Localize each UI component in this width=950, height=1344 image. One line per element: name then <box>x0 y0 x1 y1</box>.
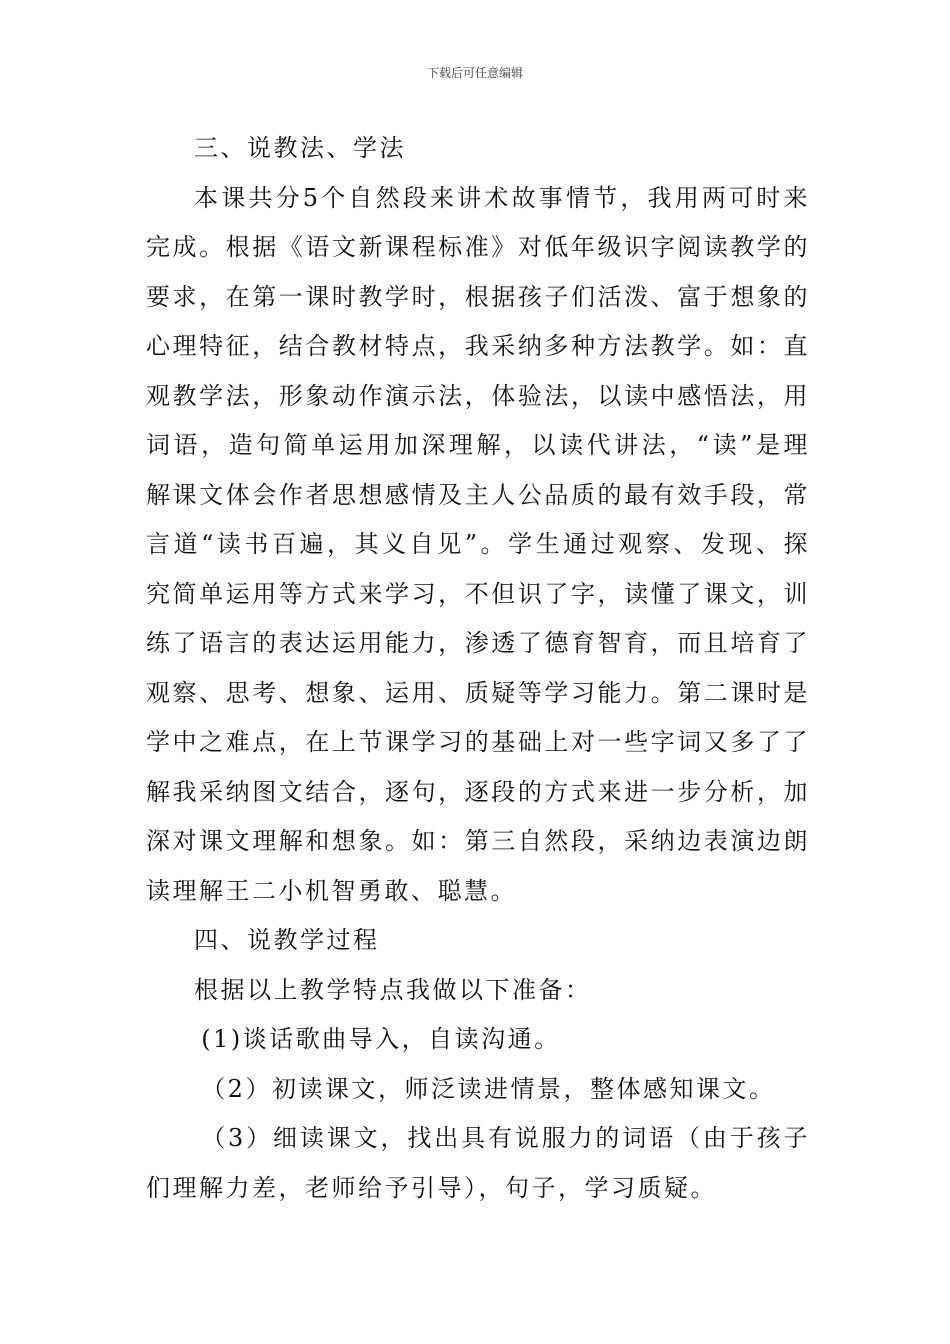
list-item: （2）初读课文，师泛读进情景，整体感知课文。 <box>201 1074 776 1103</box>
section-heading-teaching-methods: 三、说教法、学法 <box>194 134 406 162</box>
section-heading-teaching-process: 四、说教学过程 <box>194 926 380 954</box>
teaching-methods-paragraph: 本课共分5个自然段来讲术故事情节，我用两可时来完成。根据《语文新课程标准》对低年级识字阅读教学的要求，在第一课时教学时，根据孩子们活泼、富于想象的心理特征，结合教材特点，我采纳多种方法教学。如：直观教学法，形象动作演示法，体验法，以读中感悟法，用词语，造句简单运用加深理解，以读代讲法，“读”是理解课文体会作者思想感情及主人公品质的最有效手段，常言道“读书百遍，其义自见”。学生通过观察、发现、探究简单运用等方式来学习，不但识了字，读懂了课文，训练了语言的表达运用能力，渗透了德育智育，而且培育了观察、思考、想象、运用、质疑等学习能力。第二课时是学中之难点，在上节课学习的基础上对一些字词又多了了解我采纳图文结合，逐句，逐段的方式来进一步分析，加深对课文理解和想象。如：第三自然段，采纳边表演边朗读理解王二小机智勇敢、聪慧。 <box>146 183 810 905</box>
document-body <box>146 124 810 1213</box>
list-item: （3）细读课文，找出具有说服力的词语（由于孩子们理解力差，老师给予引导），句子，学习质疑。 <box>146 1124 810 1202</box>
preparation-intro: 根据以上教学特点我做以下准备： <box>194 975 592 1004</box>
list-item: (1)谈话歌曲导入，自读沟通。 <box>201 1025 561 1053</box>
page-header: 下载后可任意编辑 <box>426 66 523 80</box>
